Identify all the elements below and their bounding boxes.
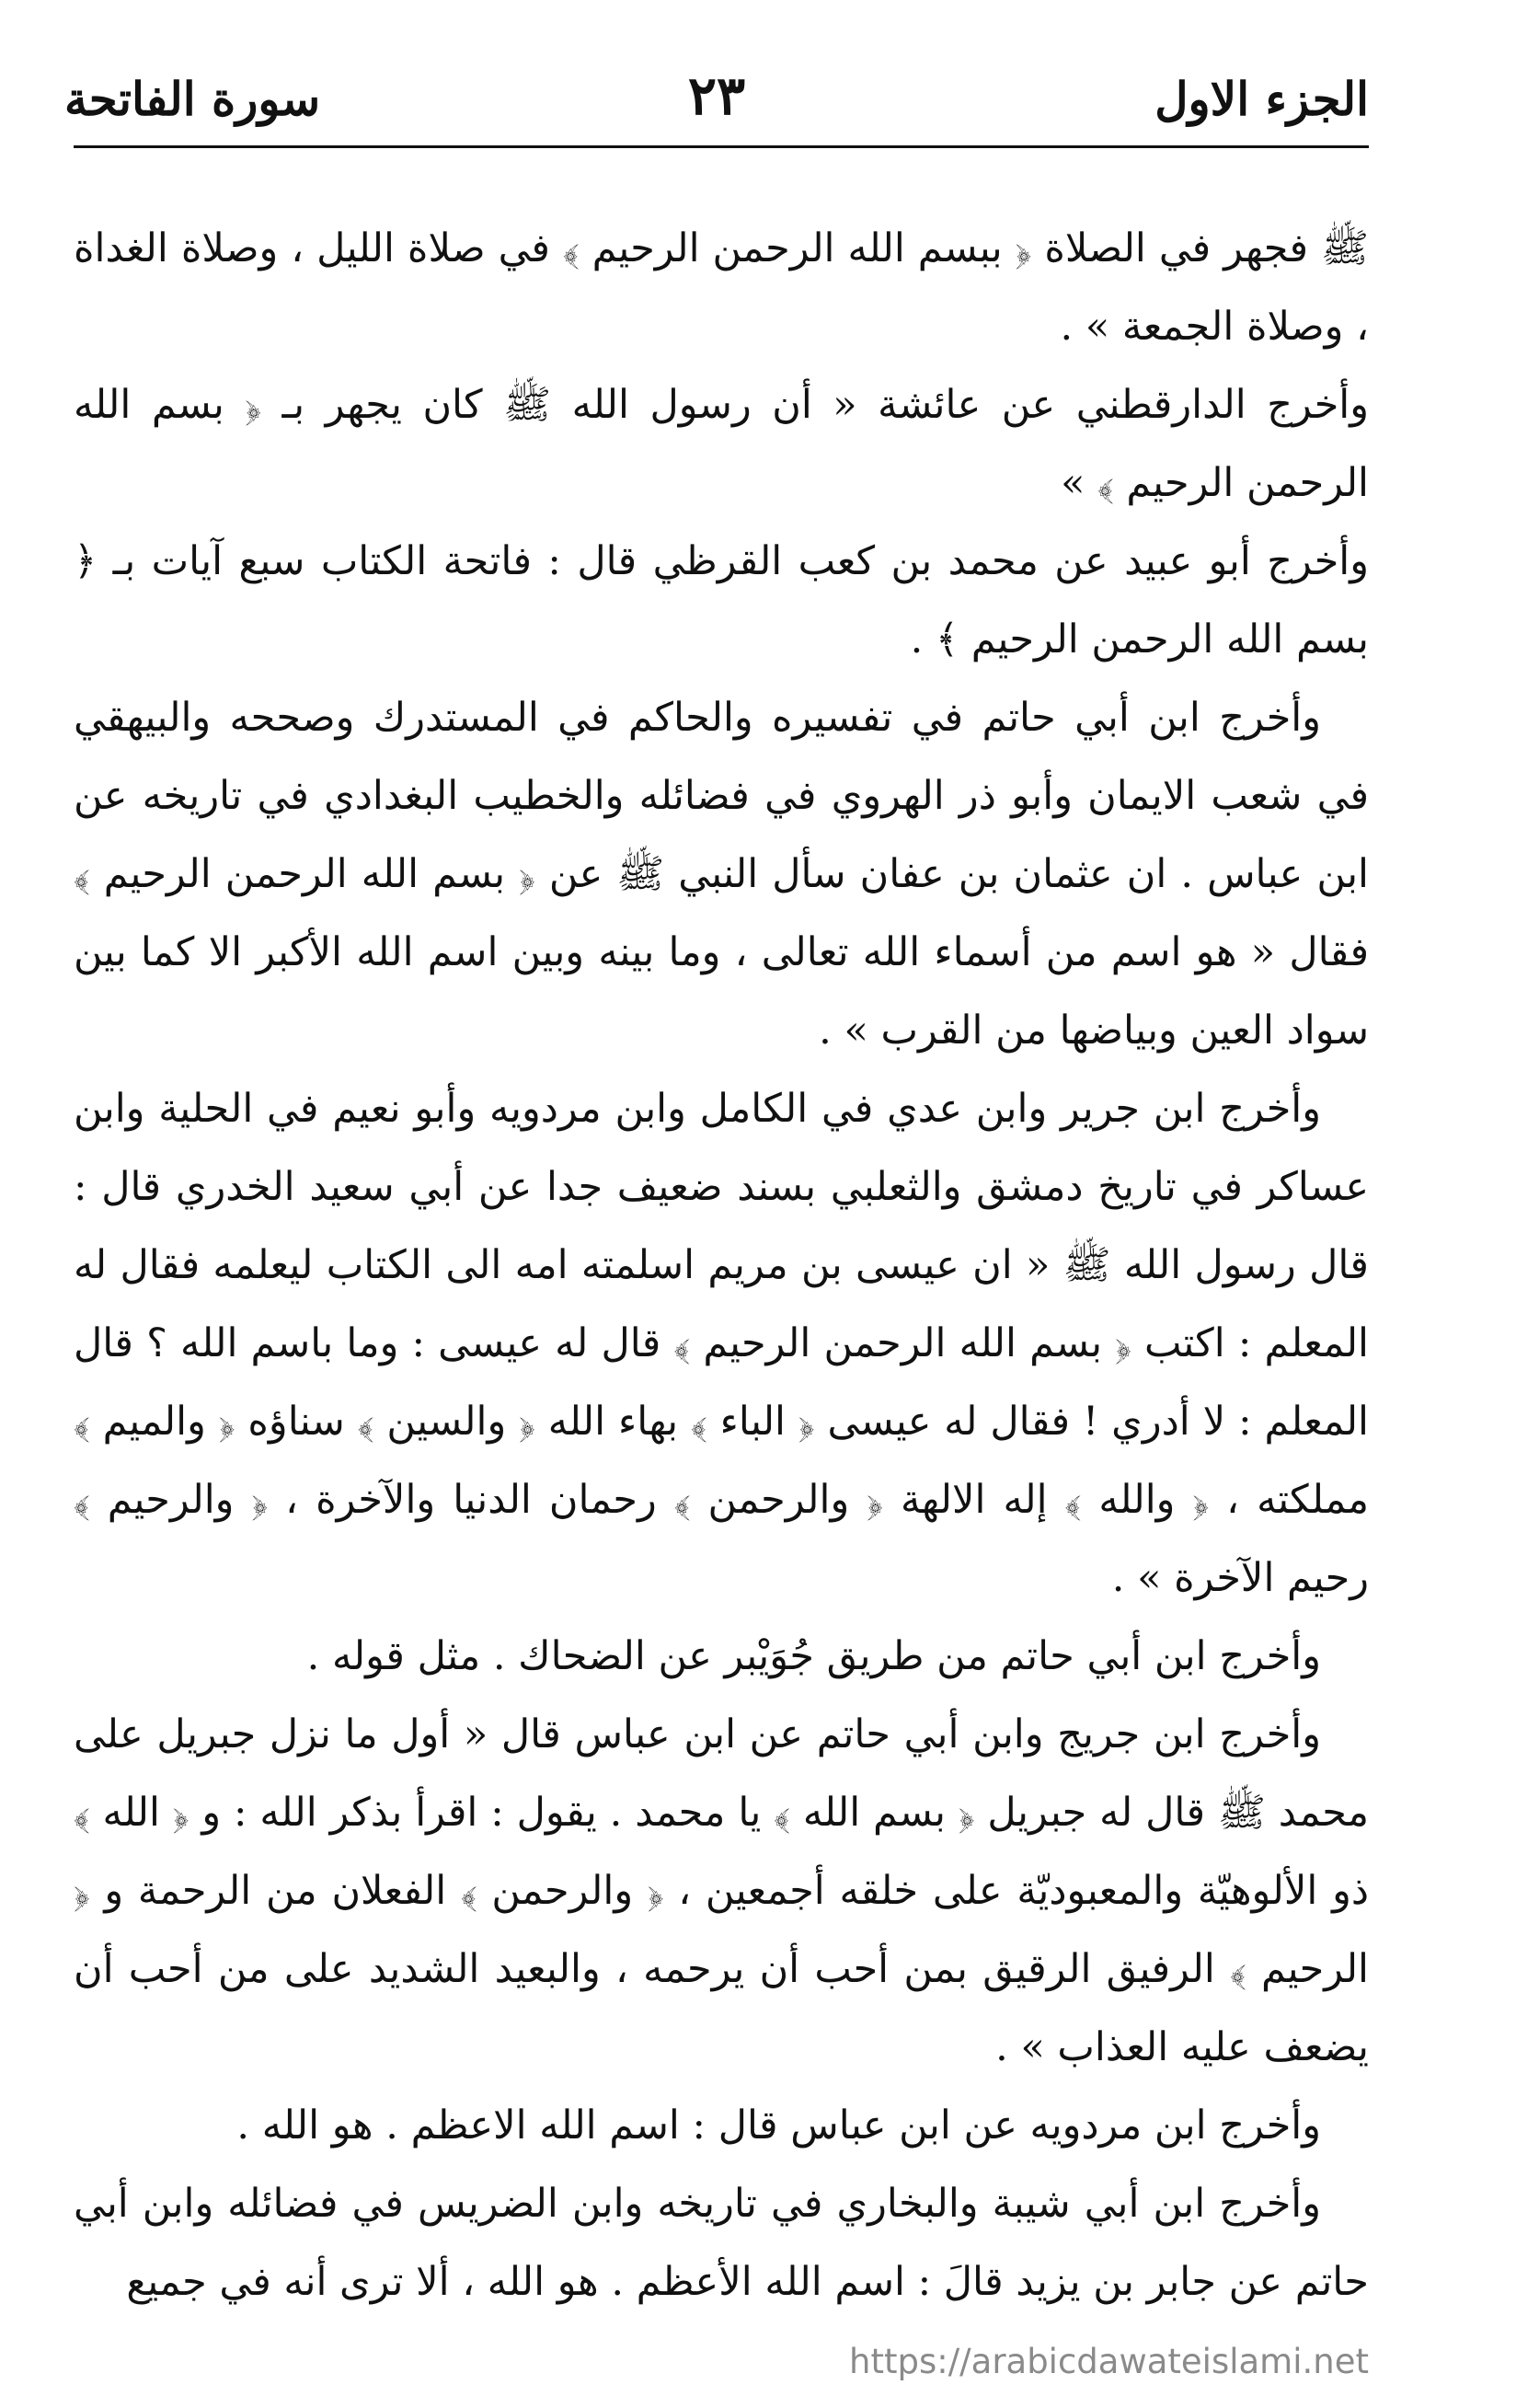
- page-number: ٢٣: [687, 64, 746, 127]
- paragraph: وأخرج أبو عبيد عن محمد بن كعب القرظي قال : فاتحة الكتاب سبع آيات بـ ﴿ بسم الله الرحمن الرحيم ﴾ .: [74, 538, 1369, 662]
- paragraph: وأخرج ابن أبي حاتم من طريق جُوَيْبر عن الضحاك . مثل قوله .: [306, 1633, 1321, 1679]
- paragraph: ﷺ فجهر في الصلاة ﴿ ببسم الله الرحمن الرحيم ﴾ في صلاة الليل ، وصلاة الغداة ، وصلاة الجمعة » .: [74, 225, 1369, 350]
- surah-title: سورة الفاتحة: [64, 72, 321, 126]
- paragraph: وأخرج الدارقطني عن عائشة « أن رسول الله ﷺ كان يجهر بـ ﴿ بسم الله الرحمن الرحيم ﴾ »: [74, 382, 1369, 506]
- paragraph: وأخرج ابن جرير وابن عدي في الكامل وابن مردويه وأبو نعيم في الحلية وابن عساكر في تاريخ دمشق والثعلبي بسند ضعيف جدا عن أبي سعيد الخدري قال : قال رسول الله ﷺ « ان عيسى بن مريم اسلمته امه الى الكتاب ليعلمه فقال له المعلم : اكتب ﴿ بسم الله الرحمن الرحيم ﴾ قال له عيسى : وما باسم الله ؟ قال المعلم : لا أدري ! فقال له عيسى ﴿ الباء ﴾ بهاء الله ﴿ والسين ﴾ سناؤه ﴿ والميم ﴾ مملكته ، ﴿ والله ﴾ إله الالهة ﴿ والرحمن ﴾ رحمان الدنيا والآخرة ، ﴿ والرحيم ﴾ رحيم الآخرة » .: [74, 1086, 1369, 1601]
- watermark-url: https://arabicdawateislami.net: [849, 2342, 1369, 2381]
- paragraph: وأخرج ابن جريج وابن أبي حاتم عن ابن عباس قال « أول ما نزل جبريل على محمد ﷺ قال له جبريل ﴿ بسم الله ﴾ يا محمد . يقول : اقرأ بذكر الله : و ﴿ الله ﴾ ذو الألوهيّة والمعبوديّة على خلقه أجمعين ، ﴿ والرحمن ﴾ الفعلان من الرحمة و ﴿ الرحيم ﴾ الرفيق الرقيق بمن أحب أن يرحمه ، والبعيد الشديد على من أحب أن يضعف عليه العذاب » .: [74, 1711, 1369, 2070]
- volume-label: الجزء الاول: [1154, 72, 1369, 126]
- paragraph: وأخرج ابن أبي حاتم في تفسيره والحاكم في المستدرك وصححه والبيهقي في شعب الايمان وأبو ذر الهروي في فضائله والخطيب البغدادي في تاريخه عن ابن عباس . ان عثمان بن عفان سأل النبي ﷺ عن ﴿ بسم الله الرحمن الرحيم ﴾ فقال « هو اسم من أسماء الله تعالى ، وما بينه وبين اسم الله الأكبر الا كما بين سواد العين وبياضها من القرب » .: [74, 695, 1369, 1054]
- page-header: [64, 64, 1369, 138]
- header-rule: [74, 145, 1369, 148]
- paragraph: وأخرج ابن مردويه عن ابن عباس قال : اسم الله الاعظم . هو الله .: [236, 2103, 1321, 2149]
- paragraph: وأخرج ابن أبي شيبة والبخاري في تاريخه وابن الضريس في فضائله وابن أبي حاتم عن جابر بن يزيد قالَ : اسم الله الأعظم . هو الله ، ألا ترى أنه في جميع: [74, 2181, 1369, 2305]
- page-body: [74, 210, 1369, 2322]
